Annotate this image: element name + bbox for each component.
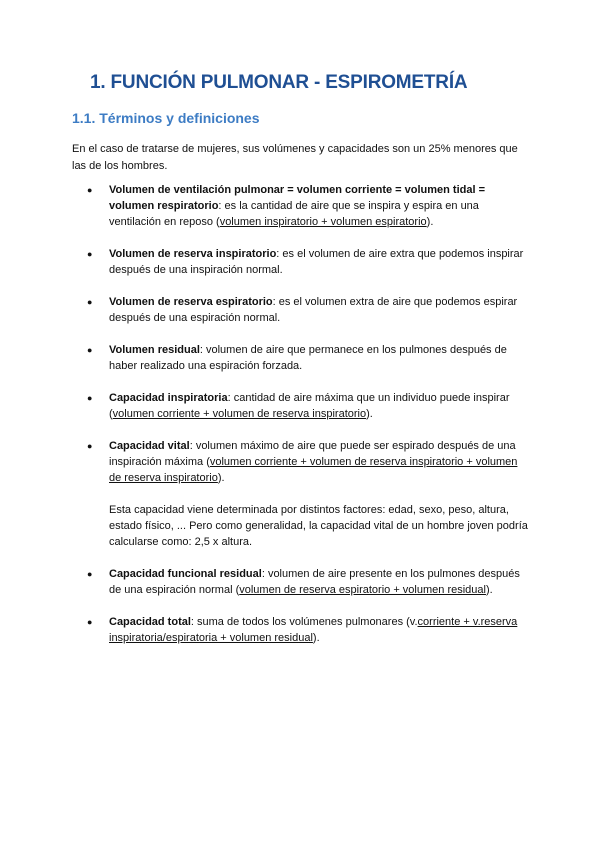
bullet-icon: ●: [87, 393, 93, 403]
list-item: [72, 342, 532, 374]
term: Capacidad inspiratoria: [109, 392, 228, 404]
bullet-icon: ●: [87, 249, 93, 259]
term: Capacidad vital: [109, 440, 190, 452]
bullet-icon: ●: [87, 617, 93, 627]
formula: volumen corriente + volumen de reserva inspiratorio + volumen de reserva inspiratorio: [109, 456, 518, 484]
term: Volumen de ventilación pulmonar = volumen corriente = volumen tidal = volumen respiratorio: [109, 184, 486, 212]
intro-paragraph: En el caso de tratarse de mujeres, sus volúmenes y capacidades son un 25% menores que las de los hombres.: [72, 143, 518, 172]
description: : suma de todos los volúmenes pulmonares (v.: [190, 616, 418, 628]
closing: ).: [426, 216, 434, 228]
description: : volumen máximo de aire que puede ser espirado después de una inspiración máxima (: [109, 440, 516, 468]
note-paragraph: Esta capacidad viene determinada por distintos factores: edad, sexo, peso, altura, estado físico, ... Pero como generalidad, la capacidad vital de un hombre joven podría calcularse como: 2,5 x altura.: [109, 504, 528, 548]
list-item: [72, 566, 532, 598]
description: : es el volumen de aire extra que podemos inspirar después de una inspiración normal.: [109, 248, 524, 276]
description: : es la cantidad de aire que se inspira y espira en una ventilación en reposo (: [109, 200, 479, 228]
term: Capacidad total: [109, 616, 191, 628]
list-item: [72, 614, 532, 646]
formula: corriente + v.reserva inspiratoria/espiratoria + volumen residual: [109, 616, 518, 644]
subsection-title: 1.1. Términos y definiciones: [72, 110, 260, 126]
closing: ).: [217, 472, 225, 484]
definitions-list: [72, 182, 532, 662]
term: Capacidad funcional residual: [109, 568, 262, 580]
closing: ).: [312, 632, 320, 644]
closing: ).: [485, 584, 493, 596]
list-item: [72, 390, 532, 422]
closing: ).: [366, 408, 373, 420]
description: : volumen de aire que permanece en los pulmones después de haber realizado una espiración forzada.: [109, 344, 507, 372]
bullet-icon: ●: [87, 185, 93, 195]
description: : es el volumen extra de aire que podemos espirar después de una espiración normal.: [109, 296, 518, 324]
list-item: [72, 182, 532, 230]
term: Volumen residual: [109, 344, 200, 356]
bullet-icon: ●: [87, 441, 93, 451]
description: : volumen de aire presente en los pulmones después de una espiración normal (: [109, 568, 520, 596]
term: Volumen de reserva espiratorio: [109, 296, 273, 308]
bullet-icon: ●: [87, 297, 93, 307]
section-title: 1. FUNCIÓN PULMONAR - ESPIROMETRÍA: [90, 72, 468, 93]
formula: volumen inspiratorio + volumen espiratorio: [219, 216, 427, 228]
term: Volumen de reserva inspiratorio: [109, 248, 277, 260]
formula: volumen corriente + volumen de reserva inspiratorio: [112, 408, 367, 420]
description: : cantidad de aire máxima que un individuo puede inspirar (: [109, 392, 510, 420]
bullet-icon: ●: [87, 569, 93, 579]
formula: volumen de reserva espiratorio + volumen residual: [239, 584, 486, 596]
list-item: [72, 438, 532, 550]
bullet-icon: ●: [87, 345, 93, 355]
list-item: [72, 294, 532, 326]
list-item: [72, 246, 532, 278]
